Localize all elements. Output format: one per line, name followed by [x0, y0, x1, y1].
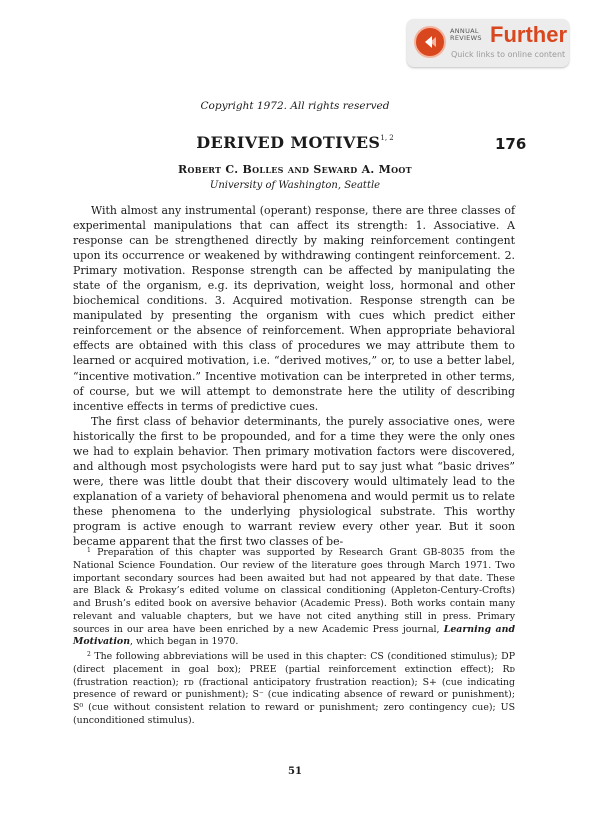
affiliation: University of Washington, Seattle — [209, 180, 381, 191]
title-text: DERIVED MOTIVES — [196, 133, 381, 152]
page-number: 51 — [288, 766, 302, 777]
body-text — [73, 203, 515, 549]
badge-subtitle: Quick links to online content — [451, 50, 566, 59]
copyright-line: Copyright 1972. All rights reserved — [200, 100, 390, 112]
badge-annual-reviews-label: ANNUAL REVIEWS — [450, 27, 482, 42]
footnote-text: The following abbreviations will be used in this chapter: CS (conditioned stimulus); DP (direct placement in goal box); PREE (partial reinforcement extinction effect); Rᴅ (frustration reaction); rᴅ (fractional anticipatory frustration reaction); S+ (cue indicating presence of reward or punishment); S⁻ (cue indicating absence of reward or punishment); S⁰ (cue without consistent relation to reward or punishment; zero contingency cue); US (unconditioned stimulus). — [73, 651, 516, 726]
footnote-text: Preparation of this chapter was supported by Research Grant GB-8035 from the National Science Foundation. Our review of the literature goes through March 1971. Two important secondary sources had been awaited but had not appeared by that date. These are Black & Prokasy’s edited volume on classical conditioning (Appleton-Century-Crofts) and Brush’s edited book on aversive behavior (Academic Press). Both works contain many relevant and valuable chapters, but we have not cited anything still in press. Primary sources in our area have been enriched by a new Academic Press journal, — [73, 547, 515, 635]
footnote-1 — [73, 545, 515, 649]
chapter-number: 176 — [495, 135, 527, 153]
title-footnote-marks: 1, 2 — [380, 134, 394, 142]
footnote-2 — [73, 649, 515, 728]
author-line: Robert C. Bolles and Seward A. Moot — [178, 163, 412, 176]
annual-reviews-further-badge[interactable] — [407, 19, 569, 67]
footnotes — [73, 545, 515, 728]
footnote-mark: 2 — [87, 651, 91, 658]
journal-title: Learning and Motivation — [73, 623, 515, 648]
footnote-mark: 1 — [87, 547, 91, 554]
badge-further-label: Further — [490, 22, 567, 47]
footnote-text: , which began in 1970. — [130, 636, 239, 648]
body-paragraph: The first class of behavior determinants, the purely associative ones, were historically the first to be propounded, and for a time they were the only ones we had to explain behavior. Then primary motivation factors were discovered, and although most psychologists were hard put to say just what “basic drives” were, there was little doubt that their discovery would ultimately lead to the explanation of a variety of behavioral phenomena and would permit us to relate these phenomena to the underlying physiological substrate. This worthy program is active enough to warrant review every other year. But it soon became apparent that the first two classes of be- — [73, 414, 515, 549]
body-paragraph: With almost any instrumental (operant) response, there are three classes of experimental manipulations that can affect its strength: 1. Associative. A response can be strengthened directly by making reinforcement contingent upon its occurrence or weakened by withdrawing contingent reinforcement. 2. Primary motivation. Response strength can be affected by manipulating the state of the organism, e.g. its deprivation, weight loss, hormonal and other biochemical conditions. 3. Acquired motivation. Response strength can be manipulated by presenting the organism with cues which predict either reinforcement or the absence of reinforcement. When appropriate behavioral effects are obtained with this class of procedures we may attribute them to learned or acquired motivation, i.e. “derived motives,” or, to use a better label, “incentive motivation.” Incentive motivation can be interpreted in other terms, of course, but we will attempt to demonstrate here the utility of describing incentive effects in terms of predictive cues. — [73, 204, 515, 413]
play-arrow-icon — [414, 26, 446, 58]
